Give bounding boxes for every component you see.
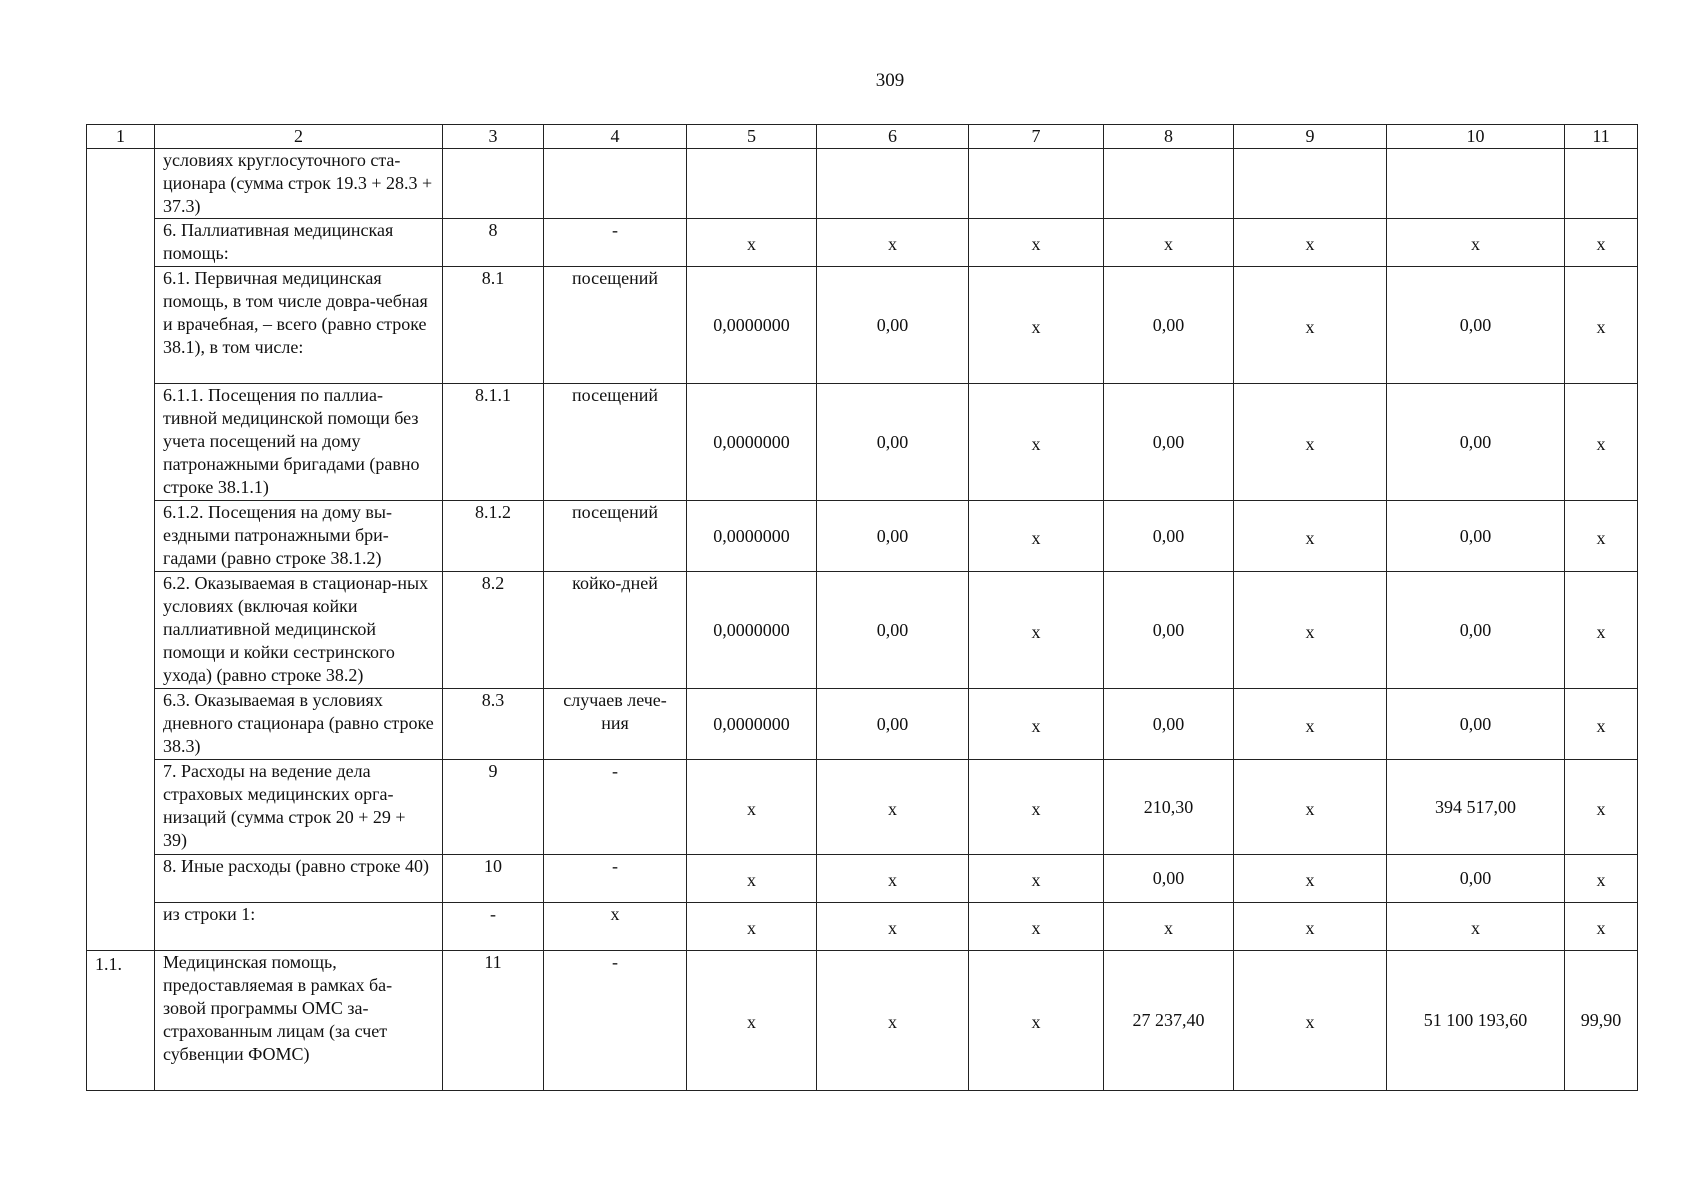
row-number-cell: [87, 149, 155, 951]
value-cell: [1234, 855, 1387, 903]
row-label-cell: 8. Иные расходы (равно строке 40): [155, 855, 443, 903]
value-text: х: [888, 234, 897, 254]
value-cell: [1104, 855, 1234, 903]
row-label-cell: условиях круглосуточного ста-ционара (сумма строк 19.3 + 28.3 + 37.3): [155, 149, 443, 219]
value-text: х: [1471, 918, 1480, 938]
value-text: х: [1305, 433, 1315, 454]
value-text: х: [1031, 715, 1041, 736]
value-cell: [817, 384, 969, 501]
value-cell: [817, 572, 969, 689]
value-text: х: [1305, 918, 1315, 938]
page-number: 309: [875, 70, 905, 91]
value-cell: [687, 219, 817, 267]
value-text: х: [1471, 234, 1480, 254]
value-text: х: [1031, 1012, 1041, 1032]
value-text: х: [1596, 316, 1606, 337]
value-text: 27 237,40: [1132, 1010, 1205, 1030]
table-row: [87, 760, 1638, 855]
value-cell: [1234, 501, 1387, 572]
header-cell: 1: [87, 125, 155, 149]
value-text: х: [747, 798, 756, 819]
header-cell: 11: [1565, 125, 1638, 149]
value-text: х: [1164, 234, 1173, 254]
value-cell: [687, 572, 817, 689]
value-cell: [687, 951, 817, 1091]
value-cell: [817, 149, 969, 219]
value-text: х: [888, 870, 897, 890]
value-text: х: [1164, 918, 1173, 938]
row-code-cell: -: [443, 903, 544, 951]
value-cell: [687, 855, 817, 903]
value-cell: [1387, 572, 1565, 689]
value-text: х: [1596, 621, 1606, 642]
value-cell: [969, 855, 1104, 903]
value-cell: [1104, 760, 1234, 855]
value-text: х: [1596, 870, 1606, 890]
value-cell: [817, 219, 969, 267]
row-label-cell: 7. Расходы на ведение дела страховых медицинских орга-низаций (сумма строк 20 + 29 + 39): [155, 760, 443, 855]
table-row: [87, 384, 1638, 501]
table-row: [87, 903, 1638, 951]
value-cell: [817, 855, 969, 903]
value-text: х: [1305, 1012, 1315, 1032]
value-cell: [1565, 903, 1638, 951]
row-label-cell: 6.1. Первичная медицинская помощь, в том числе довра-чебная и врачебная, – всего (равно строке 38.1), в том числе:: [155, 267, 443, 384]
unit-cell: случаев лече-ния: [544, 689, 687, 760]
row-code-cell: 10: [443, 855, 544, 903]
value-text: х: [1031, 316, 1041, 337]
value-text: 0,0000000: [713, 314, 790, 335]
value-cell: [1104, 501, 1234, 572]
value-cell: [1104, 219, 1234, 267]
value-cell: [687, 903, 817, 951]
value-cell: [1565, 384, 1638, 501]
value-text: х: [1596, 527, 1606, 548]
row-code-cell: 8.1: [443, 267, 544, 384]
value-text: х: [1596, 798, 1606, 819]
value-cell: [687, 267, 817, 384]
value-cell: [1104, 951, 1234, 1091]
value-text: х: [1305, 527, 1315, 548]
row-code-cell: 11: [443, 951, 544, 1091]
value-text: 0,0000000: [713, 713, 790, 734]
table-row: [87, 501, 1638, 572]
value-text: х: [747, 234, 756, 254]
value-text: 0,00: [876, 525, 909, 546]
value-text: х: [1596, 918, 1606, 938]
value-text: 0,00: [1459, 619, 1492, 640]
header-cell: 9: [1234, 125, 1387, 149]
unit-cell: -: [544, 951, 687, 1091]
value-text: х: [1596, 433, 1606, 454]
value-cell: [1387, 501, 1565, 572]
table-row: [87, 951, 1638, 1091]
table-row: [87, 149, 1638, 219]
value-cell: [817, 903, 969, 951]
value-cell: [1565, 219, 1638, 267]
value-text: х: [888, 918, 897, 938]
value-text: х: [888, 798, 897, 819]
value-cell: [1387, 689, 1565, 760]
value-cell: [1565, 501, 1638, 572]
value-text: 0,00: [1459, 431, 1492, 452]
value-text: х: [1305, 316, 1315, 337]
value-cell: [1234, 219, 1387, 267]
value-cell: [969, 149, 1104, 219]
value-text: 0,00: [1459, 314, 1492, 335]
value-cell: [687, 384, 817, 501]
unit-cell: [544, 149, 687, 219]
value-text: х: [1031, 798, 1041, 819]
value-text: 99,90: [1580, 1010, 1622, 1030]
value-text: 0,0000000: [713, 431, 790, 452]
unit-cell: -: [544, 760, 687, 855]
value-cell: [1234, 760, 1387, 855]
row-code-cell: 8: [443, 219, 544, 267]
unit-cell: посещений: [544, 501, 687, 572]
value-text: 0,00: [1152, 525, 1185, 546]
value-cell: [1234, 149, 1387, 219]
value-cell: [1565, 760, 1638, 855]
row-label-cell: 6.2. Оказываемая в стационар-ных условиях (включая койки паллиативной медицинской помощи и койки сестринского ухода) (равно строке 38.2): [155, 572, 443, 689]
value-cell: [1104, 903, 1234, 951]
value-cell: [817, 267, 969, 384]
header-cell: 10: [1387, 125, 1565, 149]
value-cell: [1565, 855, 1638, 903]
value-cell: [1387, 855, 1565, 903]
table-row: [87, 267, 1638, 384]
value-cell: [1104, 689, 1234, 760]
unit-cell: посещений: [544, 384, 687, 501]
value-text: 0,00: [1152, 868, 1185, 888]
row-code-cell: 9: [443, 760, 544, 855]
value-cell: [687, 689, 817, 760]
value-text: 0,0000000: [713, 525, 790, 546]
value-cell: [969, 501, 1104, 572]
table-row: [87, 572, 1638, 689]
table-row: [87, 689, 1638, 760]
value-cell: [1234, 689, 1387, 760]
value-text: 0,00: [876, 431, 909, 452]
value-cell: [969, 689, 1104, 760]
value-text: х: [1305, 234, 1315, 254]
unit-cell: -: [544, 219, 687, 267]
header-cell: 4: [544, 125, 687, 149]
value-cell: [1565, 267, 1638, 384]
value-cell: [1387, 903, 1565, 951]
row-label-cell: 6.1.2. Посещения на дому вы-ездными патронажными бри-гадами (равно строке 38.1.2): [155, 501, 443, 572]
value-cell: [1234, 903, 1387, 951]
value-cell: [1387, 384, 1565, 501]
value-cell: [1565, 951, 1638, 1091]
value-text: х: [1031, 918, 1041, 938]
header-cell: 5: [687, 125, 817, 149]
value-cell: [817, 760, 969, 855]
value-cell: [969, 903, 1104, 951]
value-cell: [1565, 689, 1638, 760]
value-text: 0,0000000: [713, 619, 790, 640]
table-row: [87, 219, 1638, 267]
value-text: 0,00: [1152, 431, 1185, 452]
header-cell: 2: [155, 125, 443, 149]
row-label-cell: Медицинская помощь, предоставляемая в рамках ба-зовой программы ОМС за-страхованным лицам (за счет субвенции ФОМС): [155, 951, 443, 1091]
header-row: [87, 125, 1638, 149]
value-cell: [1387, 760, 1565, 855]
value-text: 0,00: [1459, 868, 1492, 888]
value-text: х: [747, 1012, 756, 1032]
row-label-cell: 6.3. Оказываемая в условиях дневного стационара (равно строке 38.3): [155, 689, 443, 760]
row-label-cell: 6.1.1. Посещения по паллиа-тивной медицинской помощи без учета посещений на дому патронажными бригадами (равно строке 38.1.1): [155, 384, 443, 501]
data-table: [86, 124, 1638, 1091]
value-text: 0,00: [876, 314, 909, 335]
value-text: 0,00: [876, 619, 909, 640]
value-cell: [969, 951, 1104, 1091]
value-text: 0,00: [876, 713, 909, 734]
value-text: 0,00: [1152, 619, 1185, 640]
value-text: х: [888, 1012, 897, 1032]
row-code-cell: 8.3: [443, 689, 544, 760]
value-text: 0,00: [1459, 525, 1492, 546]
value-cell: [969, 384, 1104, 501]
row-code-cell: 8.1.1: [443, 384, 544, 501]
value-cell: [1387, 149, 1565, 219]
row-number-cell: 1.1.: [87, 951, 155, 1091]
row-code-cell: 8.1.2: [443, 501, 544, 572]
value-cell: [1387, 267, 1565, 384]
value-text: 51 100 193,60: [1423, 1010, 1528, 1030]
value-text: 0,00: [1152, 713, 1185, 734]
value-text: 0,00: [1459, 713, 1492, 734]
value-text: 210,30: [1143, 796, 1194, 817]
value-cell: [1234, 267, 1387, 384]
value-text: х: [1596, 234, 1606, 254]
header-cell: 6: [817, 125, 969, 149]
value-text: х: [1031, 433, 1041, 454]
value-cell: [817, 501, 969, 572]
value-cell: [1234, 384, 1387, 501]
value-cell: [969, 760, 1104, 855]
value-cell: [1565, 572, 1638, 689]
row-label-cell: из строки 1:: [155, 903, 443, 951]
unit-cell: х: [544, 903, 687, 951]
value-cell: [969, 219, 1104, 267]
value-cell: [969, 267, 1104, 384]
value-cell: [1387, 951, 1565, 1091]
value-cell: [1104, 384, 1234, 501]
unit-cell: посещений: [544, 267, 687, 384]
value-cell: [687, 760, 817, 855]
value-cell: [817, 689, 969, 760]
value-text: х: [747, 870, 756, 890]
value-cell: [687, 149, 817, 219]
value-cell: [1104, 267, 1234, 384]
row-code-cell: [443, 149, 544, 219]
value-text: х: [1031, 621, 1041, 642]
value-cell: [687, 501, 817, 572]
table-row: [87, 855, 1638, 903]
value-text: х: [1031, 234, 1041, 254]
row-code-cell: 8.2: [443, 572, 544, 689]
value-text: х: [1305, 715, 1315, 736]
value-text: 0,00: [1152, 314, 1185, 335]
value-cell: [1104, 149, 1234, 219]
value-text: х: [747, 918, 756, 938]
value-text: х: [1305, 870, 1315, 890]
value-text: х: [1305, 798, 1315, 819]
value-text: х: [1596, 715, 1606, 736]
value-cell: [1234, 572, 1387, 689]
value-cell: [1565, 149, 1638, 219]
value-cell: [1387, 219, 1565, 267]
value-cell: [969, 572, 1104, 689]
value-text: х: [1305, 621, 1315, 642]
unit-cell: -: [544, 855, 687, 903]
header-cell: 7: [969, 125, 1104, 149]
value-text: х: [1031, 527, 1041, 548]
header-cell: 8: [1104, 125, 1234, 149]
value-cell: [817, 951, 969, 1091]
row-label-cell: 6. Паллиативная медицинская помощь:: [155, 219, 443, 267]
unit-cell: койко-дней: [544, 572, 687, 689]
header-cell: 3: [443, 125, 544, 149]
value-text: 394 517,00: [1435, 796, 1516, 817]
value-cell: [1104, 572, 1234, 689]
value-cell: [1234, 951, 1387, 1091]
value-text: х: [1031, 870, 1041, 890]
